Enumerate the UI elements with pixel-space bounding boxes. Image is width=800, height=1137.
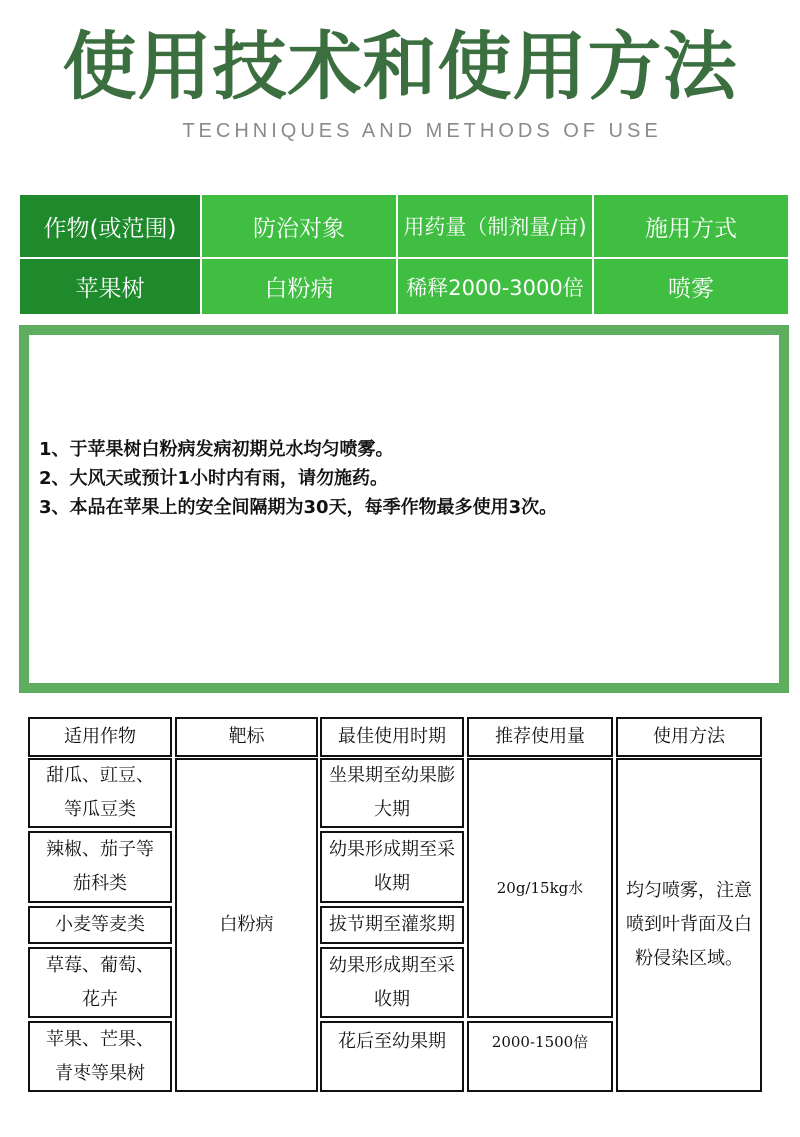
detail-period-2: 幼果形成期至采收期 bbox=[320, 831, 464, 903]
detail-crop-3: 小麦等麦类 bbox=[28, 906, 172, 944]
detail-period-5: 花后至幼果期 bbox=[320, 1021, 464, 1092]
detail-header-target: 靶标 bbox=[175, 717, 318, 757]
summary-header-target: 防治对象 bbox=[201, 194, 397, 258]
detail-crop-1: 甜瓜、豇豆、等瓜豆类 bbox=[28, 758, 172, 828]
detail-crop-5: 苹果、芒果、青枣等果树 bbox=[28, 1021, 172, 1092]
summary-target: 白粉病 bbox=[201, 258, 397, 315]
detail-header-period: 最佳使用时期 bbox=[320, 717, 464, 757]
summary-dosage: 稀释2000-3000倍 bbox=[397, 258, 593, 315]
instructions-list bbox=[39, 435, 557, 522]
detail-header-method: 使用方法 bbox=[616, 717, 762, 757]
summary-method: 喷雾 bbox=[593, 258, 789, 315]
detail-crop-2: 辣椒、茄子等茄科类 bbox=[28, 831, 172, 903]
instructions-box bbox=[19, 325, 789, 693]
detail-period-3: 拔节期至灌浆期 bbox=[320, 906, 464, 944]
instruction-line-1: 1、于苹果树白粉病发病初期兑水均匀喷雾。 bbox=[39, 439, 394, 460]
summary-data-row bbox=[19, 258, 789, 315]
page-title: 使用技术和使用方法 bbox=[62, 24, 738, 110]
summary-header-method: 施用方式 bbox=[593, 194, 789, 258]
detail-dosage-1: 20g/15kg水 bbox=[467, 758, 613, 1018]
instruction-line-2: 2、大风天或预计1小时内有雨，请勿施药。 bbox=[39, 468, 389, 489]
detail-header-crop: 适用作物 bbox=[28, 717, 172, 757]
page-subtitle: TECHNIQUES AND METHODS OF USE bbox=[182, 120, 662, 142]
detail-period-1: 坐果期至幼果膨大期 bbox=[320, 758, 464, 828]
detail-dosage-2: 2000-1500倍 bbox=[467, 1021, 613, 1092]
summary-header-row bbox=[19, 194, 789, 258]
summary-table bbox=[18, 193, 790, 316]
summary-header-dosage: 用药量（制剂量/亩) bbox=[397, 194, 593, 258]
summary-crop: 苹果树 bbox=[19, 258, 201, 315]
instruction-line-3: 3、本品在苹果上的安全间隔期为30天，每季作物最多使用3次。 bbox=[39, 497, 558, 518]
summary-header-crop: 作物(或范围) bbox=[19, 194, 201, 258]
detail-header-dosage: 推荐使用量 bbox=[467, 717, 613, 757]
detail-target: 白粉病 bbox=[175, 758, 318, 1092]
detail-period-4: 幼果形成期至采收期 bbox=[320, 947, 464, 1018]
detail-method: 均匀喷雾，注意喷到叶背面及白粉侵染区域。 bbox=[616, 758, 762, 1092]
detail-crop-4: 草莓、葡萄、花卉 bbox=[28, 947, 172, 1018]
